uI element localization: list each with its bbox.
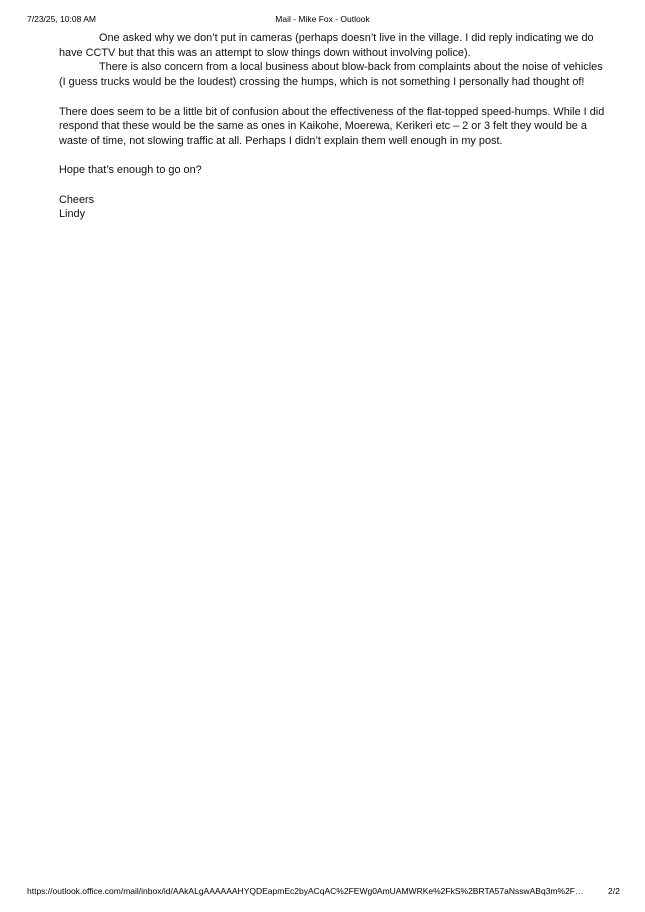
paragraph-spacer: [59, 149, 607, 164]
print-header: [0, 14, 645, 28]
email-paragraph-cameras: One asked why we don’t put in cameras (perhaps doesn’t live in the village. I did reply indicating we do have CCTV but that this was an attempt to slow things down without involving police).: [59, 32, 594, 59]
print-page-number: 2/2: [608, 886, 620, 896]
email-signoff: Cheers: [59, 193, 95, 206]
paragraph-spacer: [59, 90, 607, 105]
email-paragraph-closing-question: Hope that’s enough to go on?: [59, 164, 202, 177]
email-paragraph-speed-humps: There does seem to be a little bit of confusion about the effectiveness of the flat-topped speed-humps. While I did respond that these would be the same as ones in Kaikohe, Moerewa, Kerikeri etc – 2 or 3 felt they would be a waste of time, not slowing traffic at all. Perhaps I didn’t explain them well enough in my post.: [59, 105, 605, 147]
print-url: https://outlook.office.com/mail/inbox/id/AAkALgAAAAAAHYQDEapmEc2byACqAC%2FEWg0AmUAMWRKe%2FkS%2BRTA57aNsswABq3m%2F…: [27, 886, 584, 896]
print-datetime: 7/23/25, 10:08 AM: [27, 14, 96, 24]
print-footer: [0, 886, 645, 900]
email-signature: Lindy: [59, 208, 86, 221]
email-body: [59, 31, 607, 222]
email-paragraph-noise-concern: There is also concern from a local business about blow-back from complaints about the noise of vehicles (I guess trucks would be the loudest) crossing the humps, which is not something I personally had thought of!: [59, 61, 603, 89]
paragraph-spacer: [59, 178, 607, 193]
print-page-title: Mail - Mike Fox - Outlook: [275, 14, 370, 24]
